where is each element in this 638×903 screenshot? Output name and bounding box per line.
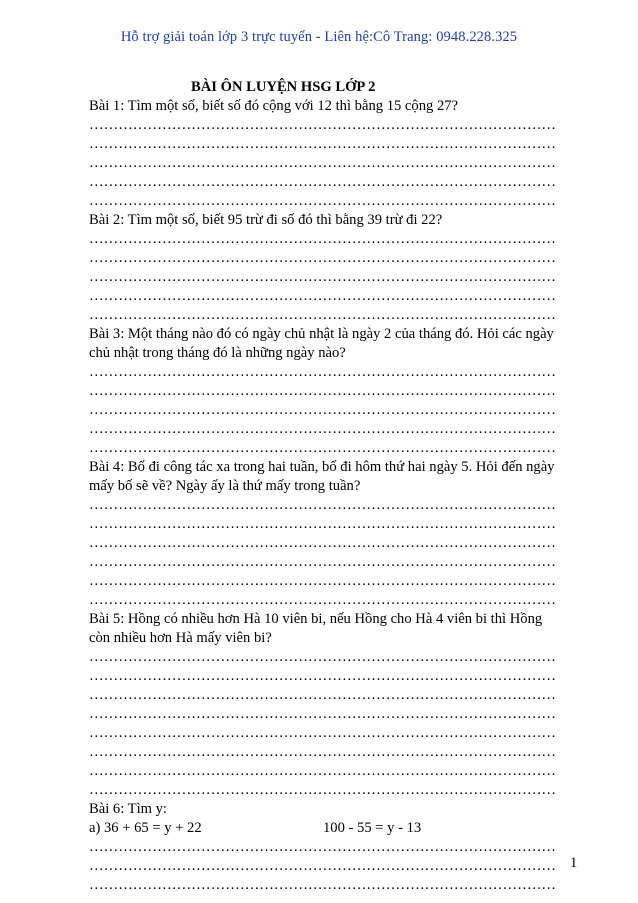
worksheet-content	[89, 78, 578, 895]
answer-line[interactable]: ……………………………………………………………………………………	[89, 440, 556, 456]
answer-line[interactable]: ……………………………………………………………………………………	[89, 250, 556, 266]
answer-line[interactable]: ……………………………………………………………………………………	[89, 554, 556, 570]
problem-text: Bài 4: Bố đi công tác xa trong hai tuần, bố đi hôm thứ hai ngày 5. Hỏi đến ngày	[89, 459, 555, 475]
page-number: 1	[570, 855, 578, 871]
answer-line[interactable]: ……………………………………………………………………………………	[89, 136, 556, 152]
equation-a: a) 36 + 65 = y + 22	[89, 820, 202, 836]
answer-line[interactable]: ……………………………………………………………………………………	[89, 744, 556, 760]
answer-line[interactable]: ……………………………………………………………………………………	[89, 535, 556, 551]
answer-line[interactable]: ……………………………………………………………………………………	[89, 231, 556, 247]
problem-text: Bài 3: Một tháng nào đó có ngày chủ nhật là ngày 2 của tháng đó. Hỏi các ngày	[89, 326, 554, 342]
answer-line[interactable]: ……………………………………………………………………………………	[89, 573, 556, 589]
answer-line[interactable]: ……………………………………………………………………………………	[89, 288, 556, 304]
answer-line[interactable]: ……………………………………………………………………………………	[89, 668, 556, 684]
answer-line[interactable]: ……………………………………………………………………………………	[89, 174, 556, 190]
problem-text: Bài 6: Tìm y:	[89, 801, 167, 817]
answer-line[interactable]: ……………………………………………………………………………………	[89, 307, 556, 323]
answer-line[interactable]: ……………………………………………………………………………………	[89, 383, 556, 399]
answer-line[interactable]: ……………………………………………………………………………………	[89, 725, 556, 741]
answer-line[interactable]: ……………………………………………………………………………………	[89, 858, 556, 874]
problem-text: chủ nhật trong tháng đó là những ngày nào?	[89, 345, 346, 361]
answer-line[interactable]: ……………………………………………………………………………………	[89, 516, 556, 532]
answer-line[interactable]: ……………………………………………………………………………………	[89, 402, 556, 418]
answer-line[interactable]: ……………………………………………………………………………………	[89, 421, 556, 437]
answer-line[interactable]: ……………………………………………………………………………………	[89, 649, 556, 665]
answer-line[interactable]: ……………………………………………………………………………………	[89, 497, 556, 513]
problem-text: Bài 1: Tìm một số, biết số đó cộng với 12 thì bằng 15 cộng 27?	[89, 98, 459, 114]
answer-line[interactable]: ……………………………………………………………………………………	[89, 155, 556, 171]
answer-line[interactable]: ……………………………………………………………………………………	[89, 706, 556, 722]
problem-text: Bài 5: Hồng có nhiều hơn Hà 10 viên bi, nếu Hồng cho Hà 4 viên bi thì Hồng	[89, 611, 543, 627]
answer-line[interactable]: ……………………………………………………………………………………	[89, 193, 556, 209]
answer-line[interactable]: ……………………………………………………………………………………	[89, 877, 556, 893]
answer-line[interactable]: ……………………………………………………………………………………	[89, 269, 556, 285]
problem-text: Bài 2: Tìm một số, biết 95 trừ đi số đó thì bằng 39 trừ đi 22?	[89, 212, 443, 228]
worksheet-title: BÀI ÔN LUYỆN HSG LỚP 2	[191, 79, 376, 95]
answer-line[interactable]: ……………………………………………………………………………………	[89, 763, 556, 779]
problem-text: mấy bố sẽ về? Ngày ấy là thứ mấy trong tuần?	[89, 478, 361, 494]
page-header: Hỗ trợ giải toán lớp 3 trực tuyến - Liên hệ:Cô Trang: 0948.228.325	[120, 29, 518, 45]
answer-line[interactable]: ……………………………………………………………………………………	[89, 782, 556, 798]
equation-row	[89, 819, 575, 838]
answer-line[interactable]: ……………………………………………………………………………………	[89, 117, 556, 133]
answer-line[interactable]: ……………………………………………………………………………………	[89, 687, 556, 703]
problem-text: còn nhiều hơn Hà mấy viên bi?	[89, 630, 272, 646]
answer-line[interactable]: ……………………………………………………………………………………	[89, 839, 556, 855]
equation-b: 100 - 55 = y - 13	[323, 820, 422, 836]
answer-line[interactable]: ……………………………………………………………………………………	[89, 364, 556, 380]
answer-line[interactable]: ……………………………………………………………………………………	[89, 592, 556, 608]
